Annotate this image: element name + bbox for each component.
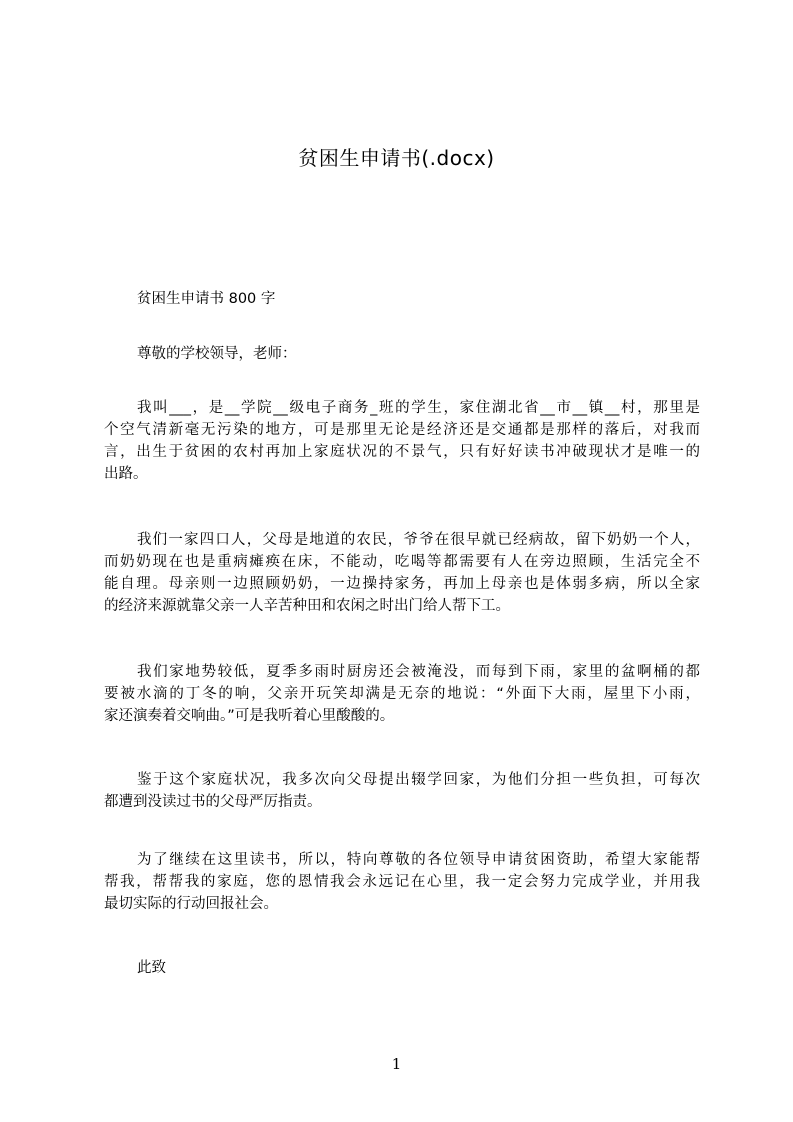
paragraph-line: 的经济来源就靠父亲一人辛苦种田和农闲之时出门给人帮下工。: [104, 598, 510, 614]
paragraph-line: 个空气清新毫无污染的地方，可是那里无论是经济还是交通都是那样的落后，对我而: [104, 422, 700, 438]
paragraph-line: 能自理。母亲则一边照顾奶奶，一边操持家务，再加上母亲也是体弱多病，所以全家: [104, 576, 700, 592]
paragraph-line: 我们一家四口人，父母是地道的农民，爷爷在很早就已经病故，留下奶奶一个人，: [137, 532, 700, 548]
paragraph-line: 要被水滴的丁冬的响，父亲开玩笑却满是无奈的地说：“外面下大雨，屋里下小雨，: [104, 686, 700, 702]
paragraph-line: 最切实际的行动回报社会。: [104, 896, 278, 912]
paragraph-line: 鉴于这个家庭状况，我多次向父母提出辍学回家，为他们分担一些负担，可每次: [137, 772, 700, 788]
page-number: 1: [391, 1055, 402, 1073]
paragraph-line: 出路。: [104, 466, 148, 482]
heading-line: 贫困生申请书 800 字: [137, 291, 276, 307]
paragraph-line: 家还演奏着交响曲。”可是我听着心里酸酸的。: [104, 708, 395, 724]
paragraph-line: 都遭到没读过书的父母严厉指责。: [104, 794, 322, 810]
closing: 此致: [137, 960, 166, 976]
salutation: 尊敬的学校领导，老师：: [137, 346, 297, 362]
paragraph-line: 言，出生于贫困的农村再加上家庭状况的不景气，只有好好读书冲破现状才是唯一的: [104, 444, 700, 460]
paragraph-line: 帮我，帮帮我的家庭，您的恩情我会永远记在心里，我一定会努力完成学业，并用我: [104, 874, 700, 890]
document-title: 贫困生申请书(.docx): [298, 146, 495, 170]
paragraph-line: 为了继续在这里读书，所以，特向尊敬的各位领导申请贫困资助，希望大家能帮: [137, 852, 700, 868]
paragraph-line: 而奶奶现在也是重病瘫痪在床，不能动，吃喝等都需要有人在旁边照顾，生活完全不: [104, 554, 700, 570]
paragraph-line: 我们家地势较低，夏季多雨时厨房还会被淹没，而每到下雨，家里的盆啊桶的都: [137, 664, 700, 680]
paragraph-line: 我叫___，是__学院__级电子商务_班的学生，家住湖北省__市__镇__村，那里是: [137, 400, 700, 416]
